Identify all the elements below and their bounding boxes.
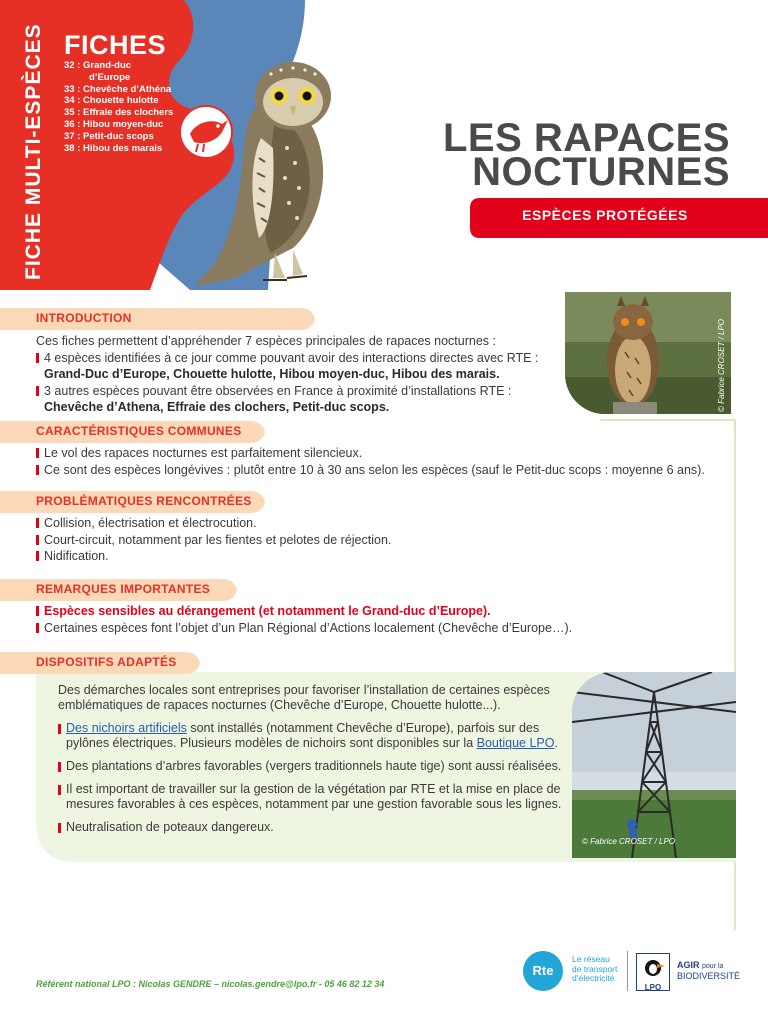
intro-bullet-2-species: Chevêche d’Athena, Effraie des clochers, Petit-duc scops. xyxy=(44,400,390,414)
lpo-logo: LPO xyxy=(636,953,670,991)
carac-item: Ce sont des espèces longévives : plutôt entre 10 à 30 ans selon les espèces (sauf le Petit-duc scops : moyenne 6 ans). xyxy=(36,462,716,479)
photo-credit-pylon: © Fabrice CROSET / LPO xyxy=(582,837,676,846)
boutique-lpo-link[interactable]: Boutique LPO xyxy=(476,736,555,750)
remarques-heading: REMARQUES IMPORTANTES xyxy=(36,582,211,596)
fiche-item: 36 : Hibou moyen-duc xyxy=(64,118,164,130)
footer-divider xyxy=(627,951,628,991)
devices-bullet-3: Il est important de travailler sur la gestion de la végétation par RTE et la mise en place de mesures favorables à ces espèces, notamment par une gestion favorable sous les lignes. xyxy=(58,782,564,812)
problem-item: Collision, électrisation et électrocution. xyxy=(36,515,716,532)
fiches-title: FICHES xyxy=(64,30,167,60)
photo-credit-intro: © Fabrice CROSET / LPO xyxy=(717,318,726,412)
remarks-item: Certaines espèces font l’objet d’un Plan Régional d’Actions localement (Chevêche d’Europe…). xyxy=(36,620,716,637)
remarks-block xyxy=(36,603,716,636)
fiche-item: 37 : Petit-duc scops xyxy=(64,130,154,142)
fiche-item: 32 : Grand-duc xyxy=(64,60,132,71)
devices-block xyxy=(58,683,564,835)
devices-bullet-2: Des plantations d’arbres favorables (vergers traditionnels haute tige) sont aussi réalisées. xyxy=(58,759,564,774)
caracteristiques-heading: CARACTÉRISTIQUES COMMUNES xyxy=(36,424,242,438)
fiches-list xyxy=(64,60,173,154)
problem-item: Court-circuit, notamment par les fientes et pelotes de réjection. xyxy=(36,532,716,549)
dispositifs-heading: DISPOSITIFS ADAPTÉS xyxy=(36,655,177,669)
devices-lead: Des démarches locales sont entreprises pour favoriser l’installation de certaines espèces emblématiques de rapaces nocturnes (Chevêche d’Europe, Chouette hulotte...). xyxy=(58,683,550,712)
intro-lead: Ces fiches permettent d’appréhender 7 espèces principales de rapaces nocturnes : xyxy=(36,334,496,348)
page-title-line2: NOCTURNES xyxy=(472,150,730,194)
fiche-item: 33 : Chevêche d’Athéna xyxy=(64,83,172,95)
intro-block xyxy=(36,333,556,416)
fiche-multi-especes-label: FICHE MULTI-ESPÈCES xyxy=(22,23,45,280)
fiche-item: 38 : Hibou des marais xyxy=(64,142,163,154)
fiche-item-cont: d’Europe xyxy=(89,71,131,83)
rte-logo: Rte xyxy=(523,951,563,991)
problem-block xyxy=(36,515,716,565)
agir-biodiversite: AGIR pour la BIODIVERSITÉ xyxy=(677,960,741,981)
devices-bullet-4: Neutralisation de poteaux dangereux. xyxy=(58,820,564,835)
puffin-icon xyxy=(637,954,669,978)
problematiques-heading: PROBLÉMATIQUES RENCONTRÉES xyxy=(36,494,252,508)
intro-bullet-2: 3 autres espèces pouvant être observées en France à proximité d’installations RTE : xyxy=(36,383,556,400)
carac-block xyxy=(36,445,716,478)
fiche-item: 35 : Effraie des clochers xyxy=(64,107,174,119)
remarks-item-important: Espèces sensibles au dérangement (et notamment le Grand-duc d’Europe). xyxy=(36,603,716,620)
rte-tagline: Le réseau de transport d’électricité xyxy=(572,954,618,983)
fiche-item: 34 : Chouette hulotte xyxy=(64,95,159,107)
banner-label: ESPÈCES PROTÉGÉES xyxy=(522,207,688,223)
little-owl-illustration xyxy=(175,38,345,288)
introduction-heading: INTRODUCTION xyxy=(36,311,132,325)
lpo-bird-logo xyxy=(178,104,234,160)
nichoirs-link[interactable]: Des nichoirs artificiels xyxy=(66,721,187,735)
referent-contact: Référent national LPO : Nicolas GENDRE – nicolas.gendre@lpo.fr - 05 46 82 12 34 xyxy=(36,979,385,989)
pylon-photo xyxy=(572,672,736,858)
problem-item: Nidification. xyxy=(36,548,716,565)
devices-bullet-1: Des nichoirs artificiels sont installés (notamment Chevêche d’Europe), parfois sur des pylônes électriques. Plusieurs modèles de nichoirs sont disponibles sur la Boutique LPO. xyxy=(58,721,564,751)
page-title-line1: LES RAPACES xyxy=(442,116,730,160)
intro-bullet-1-species: Grand-Duc d’Europe, Chouette hulotte, Hibou moyen-duc, Hibou des marais. xyxy=(44,367,500,381)
eagle-owl-photo xyxy=(565,292,731,414)
carac-item: Le vol des rapaces nocturnes est parfaitement silencieux. xyxy=(36,445,716,462)
intro-bullet-1: 4 espèces identifiées à ce jour comme pouvant avoir des interactions directes avec RTE : xyxy=(36,350,556,367)
